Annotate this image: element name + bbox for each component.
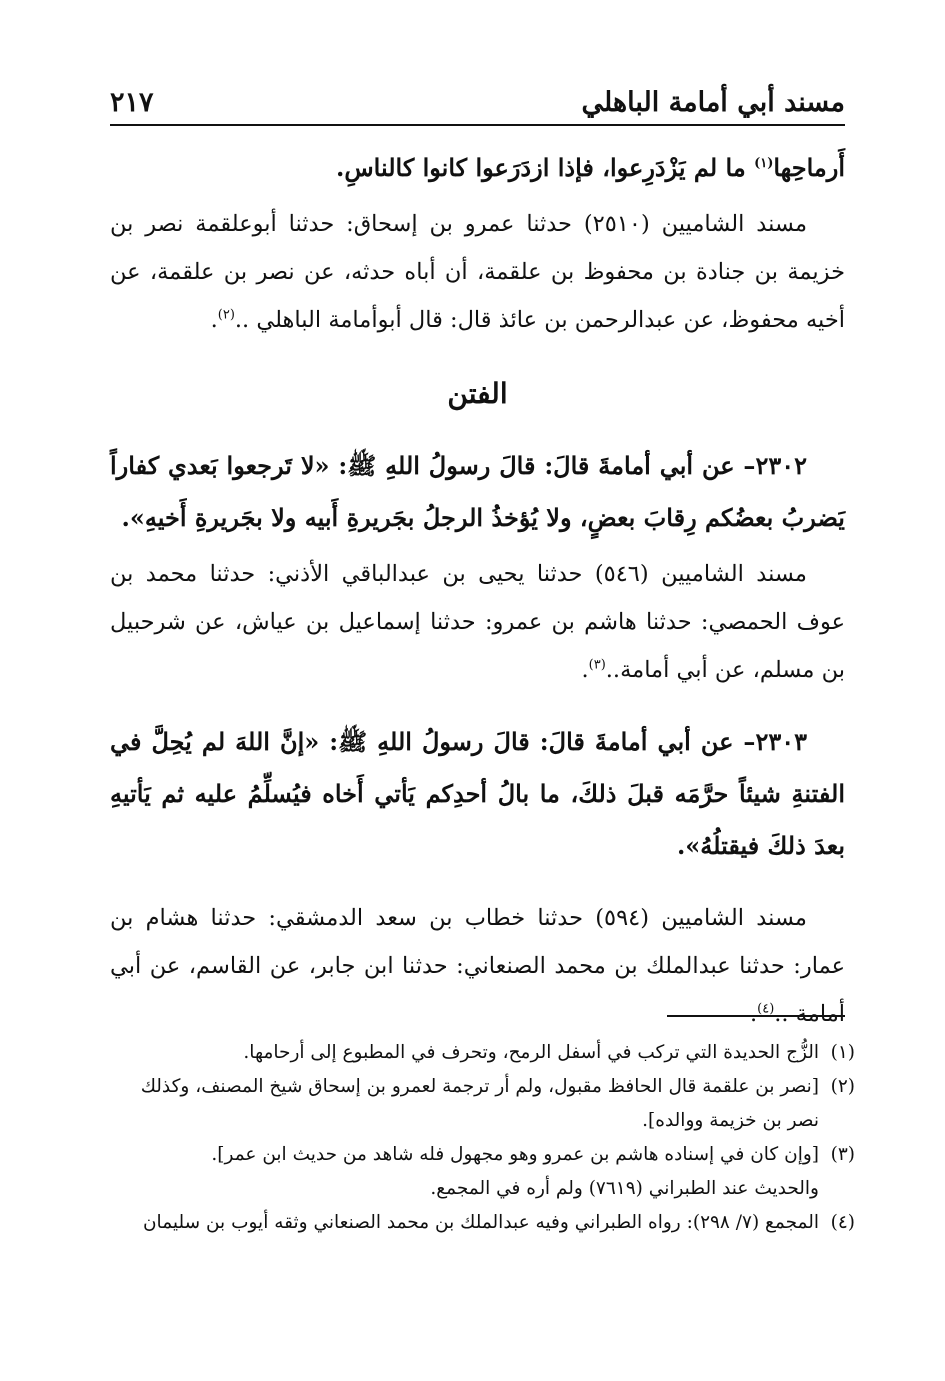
section-heading: الفتن xyxy=(447,377,508,410)
footnote-3 xyxy=(110,1138,855,1172)
continued-hadith-start: أَرماحِها xyxy=(773,153,845,182)
hadith-2302: ٢٣٠٢– عن أبي أمامةَ قالَ: قالَ رسولُ اللهِ ﷺ: «لا تَرجعوا بَعدي كفاراً يَضربُ بعضُكم رِقابَ بعضٍ، ولا يُؤخذُ الرجلُ بجَريرةِ أَبيه ولا بجَريرةِ أَخيهِ». xyxy=(110,451,845,532)
footnote-4 xyxy=(110,1206,855,1240)
footnote-number: (٢) xyxy=(830,1076,855,1097)
footnote-2 xyxy=(110,1070,855,1104)
source-text: مسند الشاميين (٢٥١٠) حدثنا عمرو بن إسحاق: حدثنا أبوعلقمة نصر بن خزيمة بن جنادة بن محفوظ بن علقمة، أن أباه حدثه، عن نصر بن علقمة، عن أخيه محفوظ، عن عبدالرحمن بن عائذ قال: قال أبوأمامة الباهلي .. xyxy=(110,211,845,333)
header-title: مسند أبي أمامة الباهلي xyxy=(581,87,845,118)
footnote-number: (٣) xyxy=(830,1144,855,1165)
footnote-ref-2[interactable]: (٢) xyxy=(217,307,235,323)
source-paragraph-594: مسند الشاميين (٥٩٤) حدثنا خطاب بن سعد الدمشقي: حدثنا هشام بن عمار: حدثنا عبدالملك بن محمد الصنعاني: حدثنا ابن جابر، عن القاسم، عن أبي أمامة ..$^{(٤)}$. xyxy=(110,905,845,1027)
footnote-2-continuation: نصر بن خزيمة ووالده]. xyxy=(642,1110,819,1131)
footnote-text: [وإن كان في إسناده هاشم بن عمرو وهو مجهول فله شاهد من حديث ابن عمر]. xyxy=(211,1144,819,1165)
source-text: مسند الشاميين (٥٤٦) حدثنا يحيى بن عبدالباقي الأذني: حدثنا محمد بن عوف الحمصي: حدثنا هاشم بن عمرو: حدثنا إسماعيل بن عياش، عن شرحبيل بن مسلم، عن أبي أمامة.. xyxy=(110,561,845,683)
source-paragraph-2510: مسند الشاميين (٢٥١٠) حدثنا عمرو بن إسحاق: حدثنا أبوعلقمة نصر بن خزيمة بن جنادة بن محفوظ بن علقمة، أن أباه حدثه، عن نصر بن علقمة، عن أخيه محفوظ، عن عبدالرحمن بن عائذ قال: قال أبوأمامة الباهلي ..$^{(٢)}$. xyxy=(110,211,845,333)
main-text xyxy=(110,142,845,1038)
running-header xyxy=(110,80,845,126)
footnote-1 xyxy=(110,1036,855,1070)
footnote-number: (٤) xyxy=(830,1212,855,1233)
source-paragraph-546: مسند الشاميين (٥٤٦) حدثنا يحيى بن عبدالباقي الأذني: حدثنا محمد بن عوف الحمصي: حدثنا هاشم بن عمرو: حدثنا إسماعيل بن عياش، عن شرحبيل بن مسلم، عن أبي أمامة..$^{(٣)}$. xyxy=(110,561,845,683)
footnote-text: الزُّج الحديدة التي تركب في أسفل الرمح، وتحرف في المطبوع إلى أرحامها. xyxy=(243,1042,819,1063)
footnote-ref-4[interactable]: (٤) xyxy=(757,1001,775,1017)
source-text: مسند الشاميين (٥٩٤) حدثنا خطاب بن سعد الدمشقي: حدثنا هشام بن عمار: حدثنا عبدالملك بن محمد الصنعاني: حدثنا ابن جابر، عن القاسم، عن أبي أمامة .. xyxy=(110,905,845,1027)
page-number: ٢١٧ xyxy=(110,87,154,118)
footnote-ref-1[interactable]: (١) xyxy=(754,156,774,171)
continued-hadith-rest: ما لم يَزْدَرِعوا، فإذا ازدَرَعوا كانوا كالناسِ. xyxy=(335,153,755,182)
footnote-separator xyxy=(667,1015,845,1017)
footnote-ref-3[interactable]: (٣) xyxy=(588,657,606,673)
footnote-3-continuation: والحديث عند الطبراني (٧٦١٩) ولم أره في المجمع. xyxy=(430,1178,819,1199)
footnote-text: [نصر بن علقمة قال الحافظ مقبول، ولم أر ترجمة لعمرو بن إسحاق شيخ المصنف، وكذلك xyxy=(140,1076,819,1097)
hadith-2303: ٢٣٠٣– عن أبي أمامةَ قالَ: قالَ رسولُ اللهِ ﷺ: «إنَّ اللهَ لم يُحِلَّ في الفتنةِ شيئاً حرَّمَه قبلَ ذلكَ، ما بالُ أحدِكم يَأتي أَخاه فيُسلِّمُ عليه ثم يَأتيهِ بعدَ ذلكَ فيقتلُهُ». xyxy=(110,727,845,860)
footnotes xyxy=(110,1036,855,1240)
footnote-text: المجمع (٧/ ٢٩٨): رواه الطبراني وفيه عبدالملك بن محمد الصنعاني وثقه أيوب بن سليمان xyxy=(142,1212,819,1233)
continued-hadith-line xyxy=(110,142,845,194)
footnote-number: (١) xyxy=(830,1042,855,1063)
